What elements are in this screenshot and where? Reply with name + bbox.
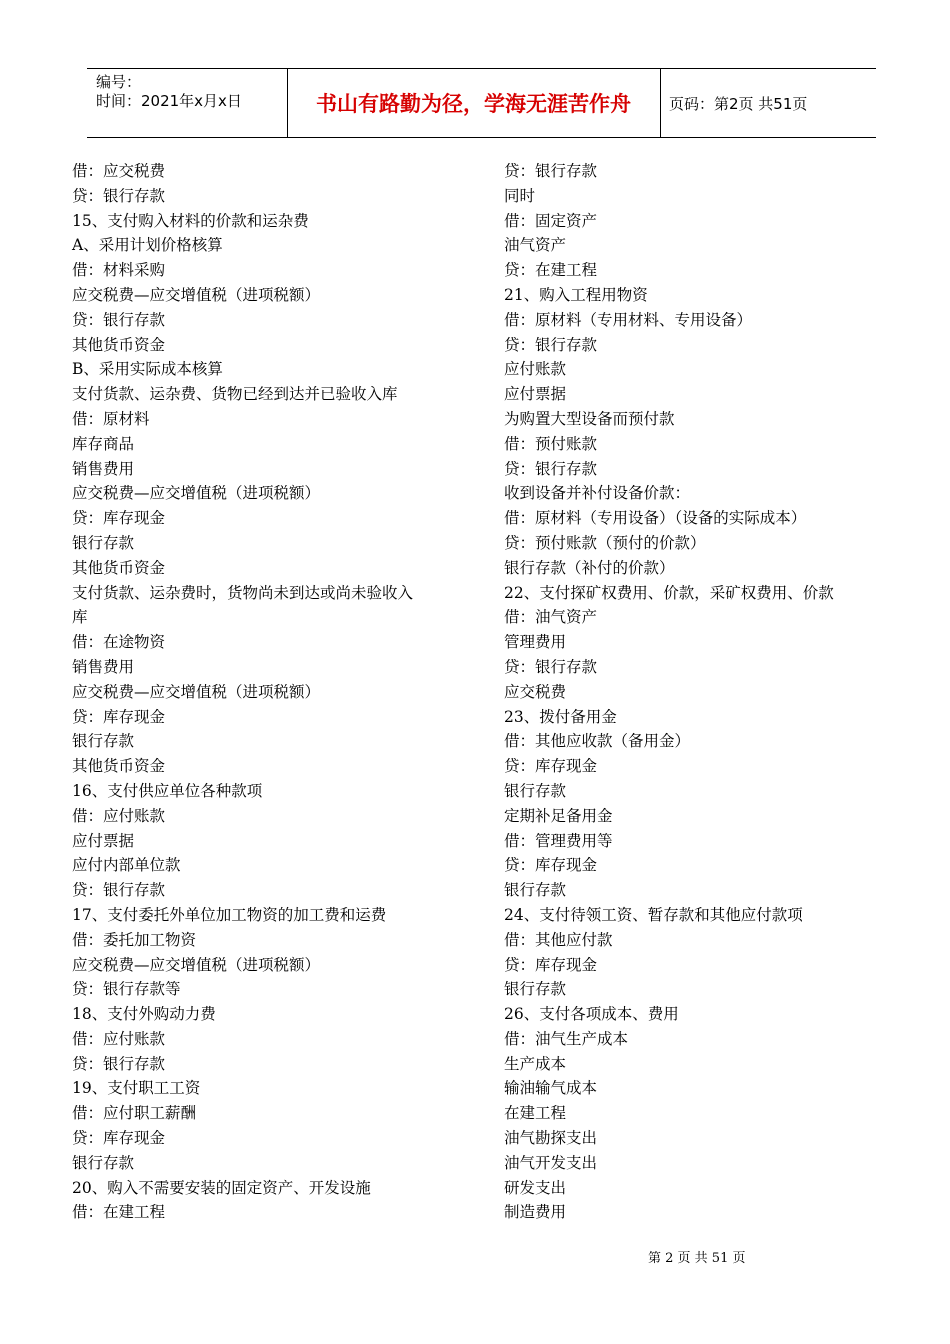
text-line: 支付货款、运杂费时，货物尚未到达或尚未验收入 [72, 583, 414, 602]
text-line: 19、支付职工工资 [72, 1079, 201, 1098]
text-line: 23、拨付备用金 [504, 707, 617, 726]
text-line: 贷：银行存款等 [72, 980, 181, 999]
text-line: 借：其他应收款（备用金） [504, 732, 691, 751]
text-line: 借：预付账款 [504, 434, 598, 453]
text-line: 借：应付账款 [72, 806, 166, 825]
text-line: 制造费用 [504, 1203, 567, 1222]
text-line: 输油输气成本 [504, 1079, 598, 1098]
text-line: 贷：库存现金 [504, 757, 598, 776]
text-line: 借：应付职工薪酬 [72, 1104, 197, 1123]
text-line: 贷：银行存款 [72, 1054, 166, 1073]
text-line: 借：在建工程 [72, 1203, 166, 1222]
text-line: 在建工程 [504, 1104, 567, 1123]
text-line: 贷：银行存款 [72, 881, 166, 900]
text-line: 借：固定资产 [504, 211, 598, 230]
left-text-column [72, 159, 462, 1225]
text-line: 贷：银行存款 [72, 310, 166, 329]
text-line: 借：原材料（专用材料、专用设备） [504, 310, 753, 329]
text-line: 16、支付供应单位各种款项 [72, 781, 263, 800]
header-motto: 书山有路勤为径，学海无涯苦作舟 [316, 92, 631, 116]
text-line: 收到设备并补付设备价款： [504, 484, 691, 503]
text-line: 为购置大型设备而预付款 [504, 409, 675, 428]
text-line: 22、支付探矿权费用、价款，采矿权费用、价款 [504, 583, 834, 602]
text-line: 银行存款 [504, 781, 567, 800]
text-line: 应付内部单位款 [72, 856, 181, 875]
text-line: 应付票据 [504, 385, 567, 404]
text-line: 17、支付委托外单位加工物资的加工费和运费 [72, 905, 387, 924]
right-text-column [504, 159, 874, 1225]
header-motto-cell [287, 69, 661, 137]
text-line: 支付货款、运杂费、货物已经到达并已验收入库 [72, 385, 398, 404]
text-line: 油气开发支出 [504, 1153, 598, 1172]
text-line: 贷：银行存款 [504, 657, 598, 676]
text-line: 定期补足备用金 [504, 806, 613, 825]
header-info-cell [87, 69, 288, 137]
text-line: 油气资产 [504, 236, 567, 255]
text-line: 管理费用 [504, 633, 567, 652]
text-line: 销售费用 [72, 657, 135, 676]
text-line: 银行存款 [504, 980, 567, 999]
text-line: 借：材料采购 [72, 261, 166, 280]
text-line: 借：原材料（专用设备）（设备的实际成本） [504, 509, 807, 528]
text-line: 研发支出 [504, 1178, 567, 1197]
text-line: 贷：库存现金 [72, 509, 166, 528]
text-line: 银行存款 [72, 533, 135, 552]
text-line: 销售费用 [72, 459, 135, 478]
text-line: A、采用计划价格核算 [72, 236, 223, 255]
text-line: 贷：在建工程 [504, 261, 598, 280]
text-line: 同时 [504, 186, 536, 205]
text-line: 贷：银行存款 [504, 459, 598, 478]
text-line: 其他货币资金 [72, 757, 166, 776]
text-line: 库存商品 [72, 434, 135, 453]
text-line: 借：原材料 [72, 409, 150, 428]
text-line: 应交税费—应交增值税（进项税额） [72, 955, 321, 974]
text-line: 库 [72, 608, 88, 627]
text-line: B、采用实际成本核算 [72, 360, 223, 379]
text-line: 贷：库存现金 [72, 1129, 166, 1148]
text-line: 其他货币资金 [72, 335, 166, 354]
text-line: 借：委托加工物资 [72, 930, 197, 949]
document-time-label: 时间：2021年x月x日 [96, 92, 242, 110]
page-footer: 第 2 页 共 51 页 [648, 1251, 746, 1266]
text-line: 贷：库存现金 [504, 856, 598, 875]
text-line: 贷：银行存款 [504, 162, 598, 180]
text-line: 借：应交税费 [72, 162, 166, 180]
text-line: 借：在途物资 [72, 633, 166, 652]
text-line: 18、支付外购动力费 [72, 1005, 216, 1024]
text-line: 应付票据 [72, 831, 135, 850]
text-line: 生产成本 [504, 1054, 567, 1073]
text-line: 银行存款（补付的价款） [504, 558, 675, 577]
text-line: 21、购入工程用物资 [504, 285, 648, 304]
text-line: 贷：银行存款 [72, 186, 166, 205]
text-line: 借：其他应付款 [504, 930, 613, 949]
text-line: 贷：预付账款（预付的价款） [504, 533, 706, 552]
text-line: 其他货币资金 [72, 558, 166, 577]
text-line: 银行存款 [72, 1153, 135, 1172]
text-line: 24、支付待领工资、暂存款和其他应付款项 [504, 905, 803, 924]
text-line: 应交税费—应交增值税（进项税额） [72, 484, 321, 503]
text-line: 借：油气资产 [504, 608, 598, 627]
text-line: 贷：银行存款 [504, 335, 598, 354]
text-line: 贷：库存现金 [72, 707, 166, 726]
text-line: 应交税费—应交增值税（进项税额） [72, 285, 321, 304]
text-line: 借：油气生产成本 [504, 1029, 629, 1048]
text-line: 15、支付购入材料的价款和运杂费 [72, 211, 309, 230]
text-line: 26、支付各项成本、费用 [504, 1005, 679, 1024]
text-line: 油气勘探支出 [504, 1129, 598, 1148]
text-line: 银行存款 [72, 732, 135, 751]
text-line: 银行存款 [504, 881, 567, 900]
text-line: 20、购入不需要安装的固定资产、开发设施 [72, 1178, 371, 1197]
text-line: 借：应付账款 [72, 1029, 166, 1048]
header-page-cell [661, 69, 876, 137]
page-header [87, 68, 876, 138]
header-page-code: 页码：第2页 共51页 [669, 94, 808, 113]
text-line: 应交税费—应交增值税（进项税额） [72, 682, 321, 701]
text-line: 应付账款 [504, 360, 567, 379]
text-line: 借：管理费用等 [504, 831, 613, 850]
text-line: 贷：库存现金 [504, 955, 598, 974]
document-number-label: 编号： [96, 73, 142, 91]
text-line: 应交税费 [504, 682, 567, 701]
